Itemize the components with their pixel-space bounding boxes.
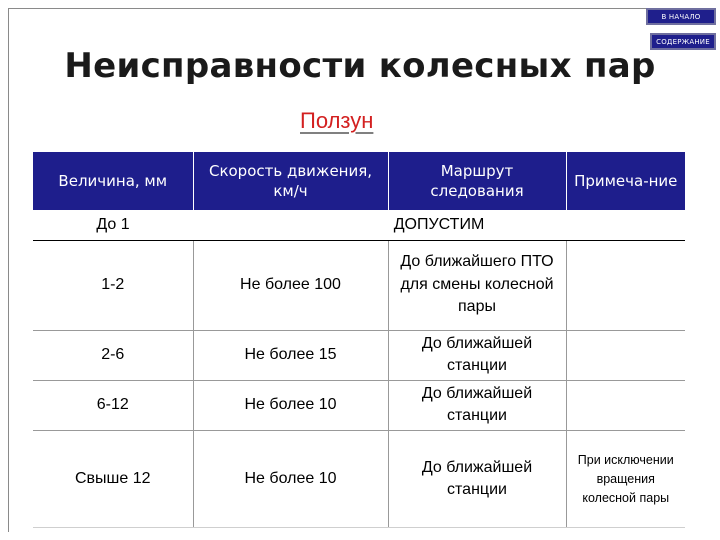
header-route: Маршрут следования bbox=[388, 152, 566, 210]
cell-route: До ближайшей станции bbox=[388, 430, 566, 528]
table-header-row bbox=[33, 152, 685, 210]
cell-route: До ближайшей станции bbox=[388, 330, 566, 380]
cell-speed: Не более 15 bbox=[193, 330, 388, 380]
cell-speed: Не более 10 bbox=[193, 380, 388, 430]
table-row-allowed bbox=[33, 210, 685, 240]
cell-size: Свыше 12 bbox=[33, 430, 193, 528]
table-row bbox=[33, 430, 685, 528]
cell-allowed-status: ДОПУСТИМ bbox=[193, 210, 685, 240]
slide-subtitle: Ползун bbox=[300, 108, 374, 133]
header-size: Величина, мм bbox=[33, 152, 193, 210]
contents-button[interactable]: СОДЕРЖАНИЕ bbox=[650, 33, 716, 50]
table-row bbox=[33, 240, 685, 330]
defects-table bbox=[33, 152, 685, 528]
table-row bbox=[33, 380, 685, 430]
cell-size: 1-2 bbox=[33, 240, 193, 330]
header-speed: Скорость движения, км/ч bbox=[193, 152, 388, 210]
cell-note bbox=[566, 240, 685, 330]
cell-note: При исключении вращения колесной пары bbox=[577, 453, 674, 505]
header-note: Примеча-ние bbox=[566, 152, 685, 210]
home-button[interactable]: В НАЧАЛО bbox=[646, 8, 716, 25]
cell-note bbox=[566, 380, 685, 430]
slide-title: Неисправности колесных пар bbox=[64, 46, 656, 86]
cell-size: 2-6 bbox=[33, 330, 193, 380]
cell-size: 6-12 bbox=[33, 380, 193, 430]
cell-size: До 1 bbox=[33, 210, 193, 240]
cell-route: До ближайшего ПТО для смены колесной пары bbox=[388, 240, 566, 330]
cell-speed: Не более 10 bbox=[193, 430, 388, 528]
cell-route: До ближайшей станции bbox=[388, 380, 566, 430]
cell-note bbox=[566, 330, 685, 380]
table-bottom-rule bbox=[33, 527, 685, 528]
cell-speed: Не более 100 bbox=[193, 240, 388, 330]
table-row bbox=[33, 330, 685, 380]
